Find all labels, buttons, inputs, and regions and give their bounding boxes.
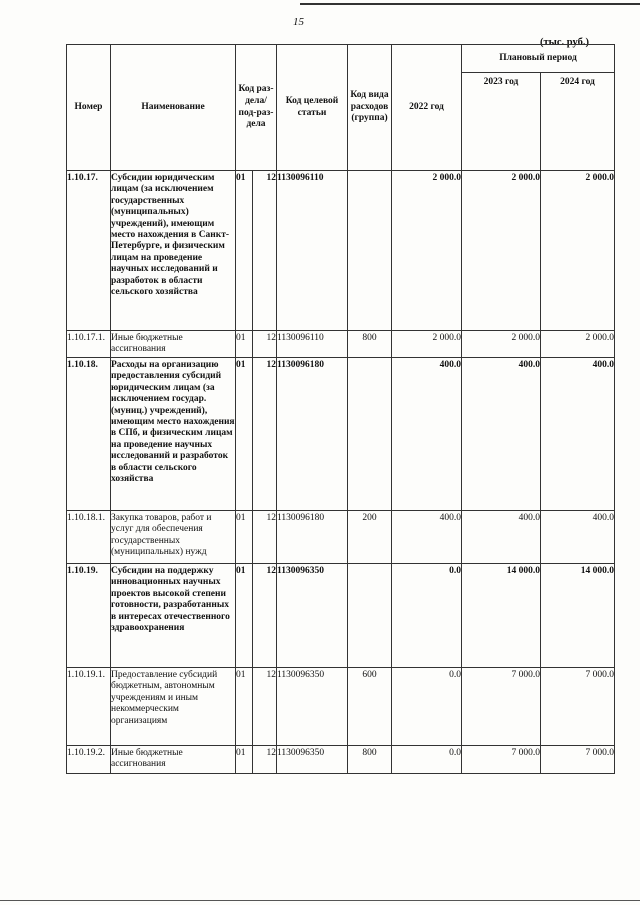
row-target-code: 1130096350 xyxy=(277,564,348,668)
row-razdel: 01 xyxy=(236,564,253,668)
units-label: (тыс. руб.) xyxy=(540,37,589,48)
top-rule xyxy=(300,3,640,5)
header-2022: 2022 год xyxy=(392,45,462,171)
table-row xyxy=(67,171,615,331)
row-value-2023: 14 000.0 xyxy=(462,564,541,668)
budget-table xyxy=(66,44,615,774)
row-expense-type xyxy=(348,564,392,668)
row-number: 1.10.19.1. xyxy=(67,668,111,746)
bottom-rule xyxy=(0,900,640,901)
row-target-code: 1130096110 xyxy=(277,331,348,358)
row-razdel: 01 xyxy=(236,746,253,774)
row-name: Закупка товаров, работ и услуг для обеспечения государственных (муниципальных) нужд xyxy=(111,511,236,564)
row-target-code: 1130096350 xyxy=(277,746,348,774)
row-number: 1.10.19. xyxy=(67,564,111,668)
row-value-2022: 0.0 xyxy=(392,564,462,668)
row-expense-type: 800 xyxy=(348,746,392,774)
header-2023: 2023 год xyxy=(462,73,541,171)
header-2024: 2024 год xyxy=(541,73,615,171)
row-value-2024: 2 000.0 xyxy=(541,331,615,358)
row-target-code: 1130096350 xyxy=(277,668,348,746)
row-value-2022: 2 000.0 xyxy=(392,171,462,331)
row-name: Предоставление субсидий бюджетным, автономным учреждениям и иным некоммерческим организациям xyxy=(111,668,236,746)
table-body xyxy=(67,171,615,774)
page-number: 15 xyxy=(293,16,304,28)
table-header xyxy=(67,45,615,171)
header-number: Номер xyxy=(67,45,111,171)
row-value-2024: 2 000.0 xyxy=(541,171,615,331)
header-vid: Код вида расходов (группа) xyxy=(348,45,392,171)
row-value-2023: 7 000.0 xyxy=(462,746,541,774)
row-podrazdel: 12 xyxy=(253,358,277,511)
row-value-2024: 400.0 xyxy=(541,358,615,511)
row-expense-type: 600 xyxy=(348,668,392,746)
row-number: 1.10.18. xyxy=(67,358,111,511)
row-expense-type xyxy=(348,171,392,331)
header-razdel: Код раз-дела/ под-раз-дела xyxy=(236,45,277,171)
row-value-2023: 2 000.0 xyxy=(462,171,541,331)
table-row xyxy=(67,746,615,774)
header-plan-period: Плановый период xyxy=(462,45,615,73)
row-value-2024: 400.0 xyxy=(541,511,615,564)
row-razdel: 01 xyxy=(236,331,253,358)
row-podrazdel: 12 xyxy=(253,511,277,564)
row-number: 1.10.17. xyxy=(67,171,111,331)
row-podrazdel: 12 xyxy=(253,668,277,746)
row-name: Субсидии юридическим лицам (за исключением государственных (муниципальных) учреждений), имеющим место нахождения в Санкт-Петербурге, и физическим лицам на проведение научных исследований и разработок в области сельского хозяйства xyxy=(111,171,236,331)
table-row xyxy=(67,358,615,511)
row-expense-type: 200 xyxy=(348,511,392,564)
row-podrazdel: 12 xyxy=(253,331,277,358)
row-podrazdel: 12 xyxy=(253,564,277,668)
row-razdel: 01 xyxy=(236,511,253,564)
row-number: 1.10.19.2. xyxy=(67,746,111,774)
row-name: Иные бюджетные ассигнования xyxy=(111,746,236,774)
row-razdel: 01 xyxy=(236,668,253,746)
row-value-2022: 0.0 xyxy=(392,746,462,774)
row-value-2023: 400.0 xyxy=(462,511,541,564)
table-row xyxy=(67,511,615,564)
row-value-2024: 14 000.0 xyxy=(541,564,615,668)
row-name: Субсидии на поддержку инновационных научных проектов высокой степени готовности, разработанных в интересах отечественного здравоохранения xyxy=(111,564,236,668)
row-expense-type: 800 xyxy=(348,331,392,358)
row-value-2022: 400.0 xyxy=(392,358,462,511)
row-razdel: 01 xyxy=(236,358,253,511)
row-value-2022: 0.0 xyxy=(392,668,462,746)
row-number: 1.10.17.1. xyxy=(67,331,111,358)
row-value-2023: 400.0 xyxy=(462,358,541,511)
row-value-2024: 7 000.0 xyxy=(541,668,615,746)
header-name: Наименование xyxy=(111,45,236,171)
row-expense-type xyxy=(348,358,392,511)
table-row xyxy=(67,564,615,668)
row-name: Иные бюджетные ассигнования xyxy=(111,331,236,358)
row-razdel: 01 xyxy=(236,171,253,331)
table-row xyxy=(67,331,615,358)
row-value-2023: 7 000.0 xyxy=(462,668,541,746)
row-value-2022: 2 000.0 xyxy=(392,331,462,358)
row-value-2024: 7 000.0 xyxy=(541,746,615,774)
row-target-code: 1130096110 xyxy=(277,171,348,331)
row-value-2023: 2 000.0 xyxy=(462,331,541,358)
row-target-code: 1130096180 xyxy=(277,511,348,564)
row-name: Расходы на организацию предоставления субсидий юридическим лицам (за исключением государ. (муниц.) учреждений), имеющим место нахождения в СПб, и физическим лицам на проведение научных исследований и разработок в области сельского хозяйства xyxy=(111,358,236,511)
row-podrazdel: 12 xyxy=(253,171,277,331)
row-podrazdel: 12 xyxy=(253,746,277,774)
header-target: Код целевой статьи xyxy=(277,45,348,171)
table-row xyxy=(67,668,615,746)
row-target-code: 1130096180 xyxy=(277,358,348,511)
row-value-2022: 400.0 xyxy=(392,511,462,564)
row-number: 1.10.18.1. xyxy=(67,511,111,564)
